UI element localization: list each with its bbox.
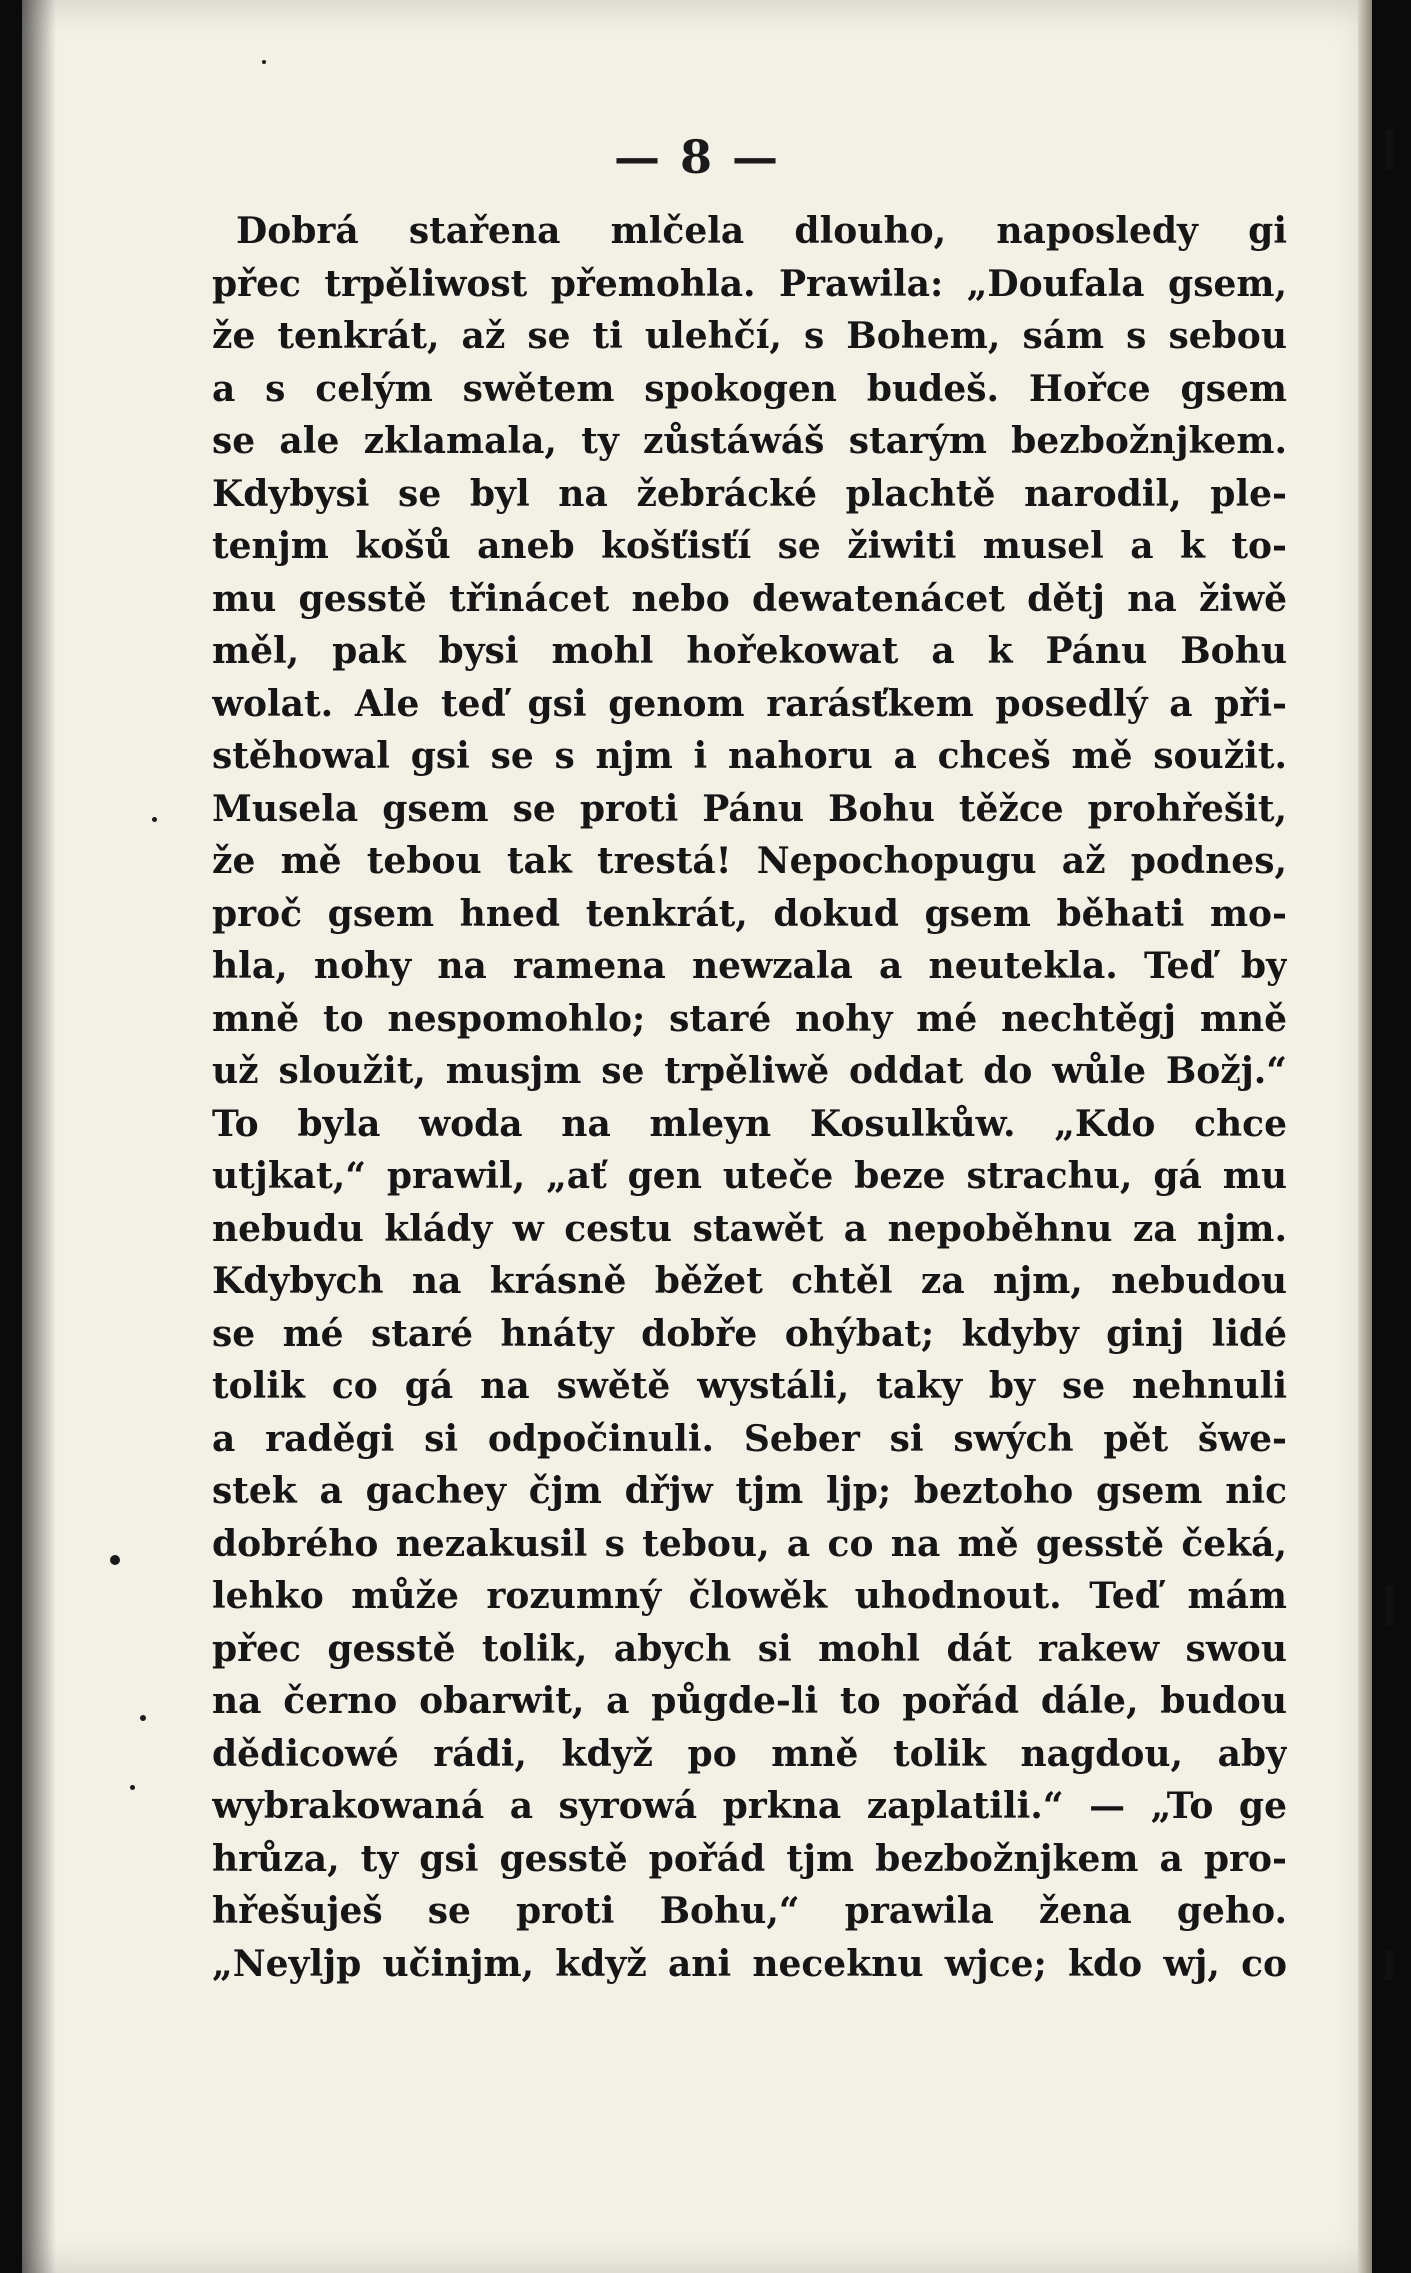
text-line: přec trpěliwost přemohla. Prawila: „Doufala gsem, (212, 262, 1287, 305)
book-page (22, 0, 1372, 2273)
scan-speck (130, 1785, 135, 1790)
text-line: stek a gachey čjm dřjw tjm ljp; beztoho gsem nic (212, 1470, 1287, 1512)
text-line: lehko může rozumný člowěk uhodnout. Teď mám (212, 1575, 1287, 1617)
text-line: stěhowal gsi se s njm i nahoru a chceš mě soužit. (212, 735, 1287, 777)
text-line: tolik co gá na swětě wystáli, taky by se nehnuli (212, 1365, 1287, 1407)
text-line: proč gsem hned tenkrát, dokud gsem běhati mo- (212, 892, 1287, 935)
text-line: nebudu klády w cestu stawět a nepoběhnu za njm. (212, 1207, 1287, 1250)
text-line: a raděgi si odpočinuli. Seber si swých pět šwe- (212, 1417, 1287, 1460)
text-line: hřešuješ se proti Bohu,“ prawila žena geho. (212, 1890, 1287, 1932)
text-line: Musela gsem se proti Pánu Bohu těžce prohřešit, (212, 787, 1287, 830)
text-line: se mé staré hnáty dobře ohýbat; kdyby ginj lidé (212, 1312, 1287, 1355)
scan-speck (262, 60, 266, 64)
text-line: „Neyljp učinjm, když ani neceknu wjce; kdo wj, co (212, 1942, 1287, 1985)
scan-edge-mark (1385, 1585, 1393, 1625)
spine-shadow (22, 0, 56, 2273)
scan-speck (140, 1715, 146, 1721)
text-line: že tenkrát, až se ti ulehčí, s Bohem, sám s sebou (212, 315, 1287, 357)
text-line: Kdybych na krásně běžet chtěl za njm, nebudou (212, 1260, 1287, 1302)
text-line: že mě tebou tak trestá! Nepochopugu až podnes, (212, 840, 1287, 882)
scan-speck (110, 1555, 120, 1565)
scan-edge-mark (1385, 1950, 1393, 1980)
text-line: utjkat,“ prawil, „ať gen uteče beze strachu, gá mu (212, 1155, 1287, 1197)
text-line: přec gesstě tolik, abych si mohl dát rakew swou (212, 1627, 1287, 1670)
text-line: dobrého nezakusil s tebou, a co na mě gesstě čeká, (212, 1522, 1287, 1565)
text-line: dědicowé rádi, když po mně tolik nagdou, aby (212, 1732, 1287, 1775)
text-line: hrůza, ty gsi gesstě pořád tjm bezbožnjkem a pro- (212, 1837, 1287, 1880)
text-line: se ale zklamala, ty zůstáwáš starým bezbožnjkem. (212, 420, 1287, 462)
text-line: mně to nespomohlo; staré nohy mé nechtěgj mně (212, 997, 1287, 1040)
text-line: tenjm košů aneb košťisťí se žiwiti musel a k to- (212, 525, 1287, 567)
text-line: mu gesstě třinácet nebo dewatenácet dětj na žiwě (212, 577, 1287, 620)
text-line: měl, pak bysi mohl hořekowat a k Pánu Bohu (212, 630, 1287, 672)
text-line: wolat. Ale teď gsi genom rarásťkem posedlý a při- (212, 682, 1287, 725)
page-edge (1358, 0, 1372, 2273)
text-line: hla, nohy na ramena newzala a neutekla. Teď by (212, 945, 1287, 987)
scan-speck (152, 817, 157, 822)
text-line: Kdybysi se byl na žebrácké plachtě narodil, ple- (212, 472, 1287, 515)
text-line: Dobrá stařena mlčela dlouho, naposledy gi (236, 210, 1287, 252)
scan-edge-mark (1385, 130, 1393, 170)
text-line: už sloužit, musjm se trpěliwě oddat do wůle Božj.“ (212, 1050, 1287, 1092)
page-number: — 8 — (613, 130, 781, 184)
text-line: a s celým swětem spokogen budeš. Hořce gsem (212, 367, 1287, 410)
text-line: na černo obarwit, a půgde-li to pořád dále, budou (212, 1680, 1287, 1722)
body-text (212, 205, 1287, 1990)
text-line: To byla woda na mleyn Kosulkůw. „Kdo chce (212, 1102, 1287, 1145)
text-line: wybrakowaná a syrowá prkna zaplatili.“ — „To ge (212, 1785, 1287, 1827)
